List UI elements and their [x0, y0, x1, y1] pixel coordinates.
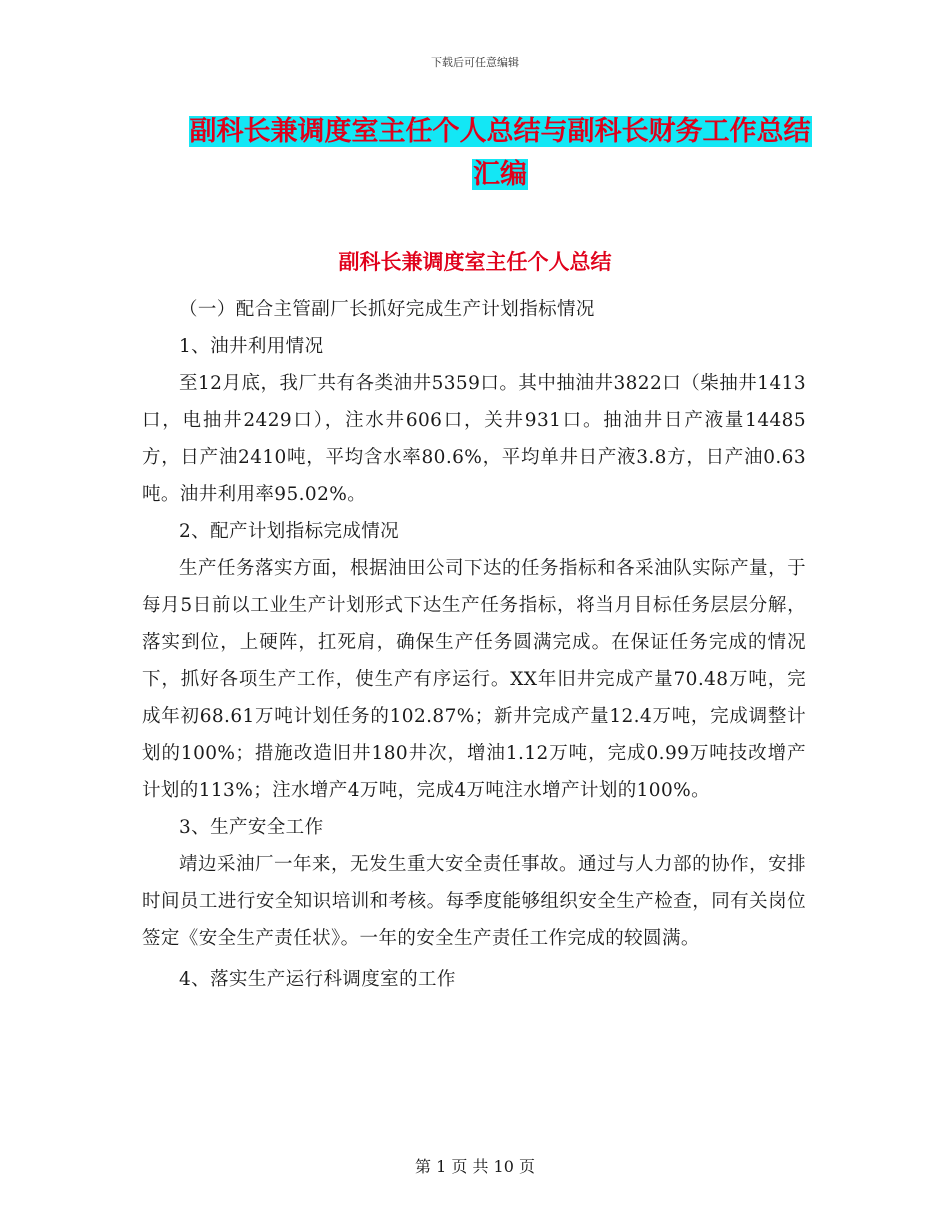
paragraph-heading-safety: 3、生产安全工作	[179, 817, 324, 838]
paragraph-heading-oil-well: 1、油井利用情况	[179, 336, 324, 357]
document-title	[150, 110, 850, 196]
document-body	[142, 291, 806, 998]
paragraph-heading-production-plan: 2、配产计划指标完成情况	[179, 521, 400, 542]
paragraph-oil-well-stats: 至12月底，我厂共有各类油井5359口。其中抽油井3822口（柴抽井1413口，电抽井2429口），注水井606口，关井931口。抽油井日产液量14485方，日产油2410吨，平均含水率80.6%，平均单井日产液3.8方，日产油0.63吨。油井利用率95.02%。	[142, 373, 806, 505]
document-title-line-1: 副科长兼调度室主任个人总结与副科长财务工作总结	[189, 116, 811, 147]
page-footer: 第 1 页 共 10 页	[415, 1157, 535, 1176]
paragraph-subheading: （一）配合主管副厂长抓好完成生产计划指标情况	[179, 299, 595, 320]
header-note: 下载后可任意编辑	[431, 56, 519, 69]
paragraph-heading-dispatch: 4、落实生产运行科调度室的工作	[179, 969, 456, 990]
document-title-line-2: 汇编	[473, 159, 527, 190]
section-title: 副科长兼调度室主任个人总结	[338, 250, 612, 274]
paragraph-production-plan: 生产任务落实方面，根据油田公司下达的任务指标和各采油队实际产量，于每月5日前以工业生产计划形式下达生产任务指标，将当月目标任务层层分解，落实到位，上硬阵，扛死肩，确保生产任务圆满完成。在保证任务完成的情况下，抓好各项生产工作，使生产有序运行。XX年旧井完成产量70.48万吨，完成年初68.61万吨计划任务的102.87%；新井完成产量12.4万吨，完成调整计划的100%；措施改造旧井180井次，增油1.12万吨，完成0.99万吨技改增产计划的113%；注水增产4万吨，完成4万吨注水增产计划的100%。	[142, 558, 806, 801]
paragraph-safety: 靖边采油厂一年来，无发生重大安全责任事故。通过与人力部的协作，安排时间员工进行安全知识培训和考核。每季度能够组织安全生产检查，同有关岗位签定《安全生产责任状》。一年的安全生产责任工作完成的较圆满。	[142, 854, 806, 949]
